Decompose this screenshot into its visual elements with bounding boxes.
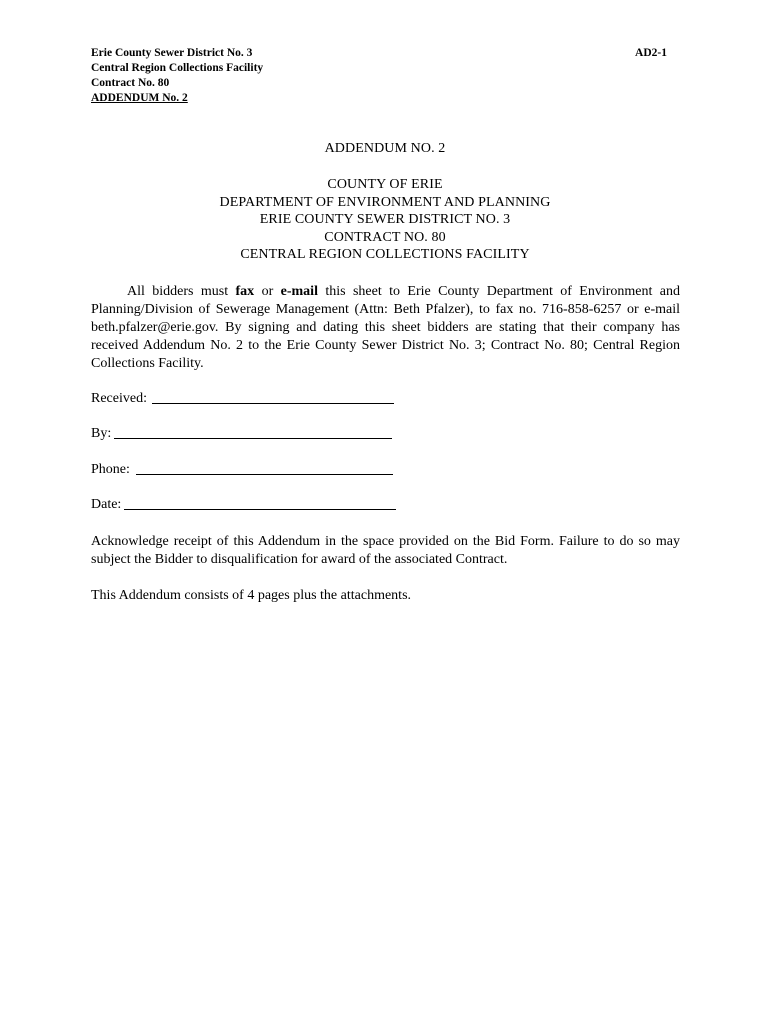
header-line-contract: Contract No. 80 bbox=[91, 77, 170, 89]
email-emphasis: e-mail bbox=[280, 284, 318, 299]
by-label: By: bbox=[91, 426, 112, 441]
date-label: Date: bbox=[91, 497, 122, 512]
received-label: Received: bbox=[91, 391, 147, 406]
page-count-paragraph: This Addendum consists of 4 pages plus the attachments. bbox=[91, 588, 412, 603]
received-field bbox=[91, 390, 394, 408]
addendum-title: ADDENDUM NO. 2 bbox=[324, 141, 446, 156]
by-field bbox=[91, 425, 392, 443]
document-header bbox=[91, 46, 263, 106]
phone-label: Phone: bbox=[91, 462, 130, 477]
received-blank-line[interactable] bbox=[152, 403, 394, 404]
instructions-text-rest: this sheet to Erie County Department of Environment and Planning/Division of Sewerage Management (Attn: Beth Pfalzer), to fax no. 716-858-6257 or e-mail beth.pfalzer@erie.gov. By signing and dating this sheet bidders are stating that their company has received Addendum No. 2 to the Erie County Sewer District No. 3; Contract No. 80; Central Region Collections Facility. bbox=[91, 284, 680, 371]
subtitle-county: COUNTY OF ERIE bbox=[327, 177, 443, 192]
phone-blank-line[interactable] bbox=[136, 474, 393, 475]
date-field bbox=[91, 496, 396, 514]
by-blank-line[interactable] bbox=[114, 438, 392, 439]
subtitle-contract: CONTRACT NO. 80 bbox=[324, 229, 446, 245]
instructions-text-or: or bbox=[254, 284, 281, 299]
fax-emphasis: fax bbox=[235, 284, 255, 299]
document-code: AD2-1 bbox=[635, 47, 667, 59]
phone-field bbox=[91, 461, 393, 479]
instructions-paragraph bbox=[91, 283, 680, 373]
subtitle-district: ERIE COUNTY SEWER DISTRICT NO. 3 bbox=[259, 212, 511, 227]
subtitle-block bbox=[0, 176, 770, 264]
header-line-district: Erie County Sewer District No. 3 bbox=[91, 47, 253, 59]
instructions-text-start: All bidders must bbox=[127, 284, 236, 299]
header-line-addendum: ADDENDUM No. 2 bbox=[91, 92, 188, 104]
subtitle-department: DEPARTMENT OF ENVIRONMENT AND PLANNING bbox=[219, 194, 551, 210]
date-blank-line[interactable] bbox=[124, 509, 396, 510]
acknowledge-paragraph: Acknowledge receipt of this Addendum in the space provided on the Bid Form. Failure to do so may subject the Bidder to disqualification for award of the associated Contract. bbox=[91, 534, 680, 567]
header-line-facility: Central Region Collections Facility bbox=[91, 62, 264, 74]
subtitle-facility: CENTRAL REGION COLLECTIONS FACILITY bbox=[240, 247, 530, 262]
